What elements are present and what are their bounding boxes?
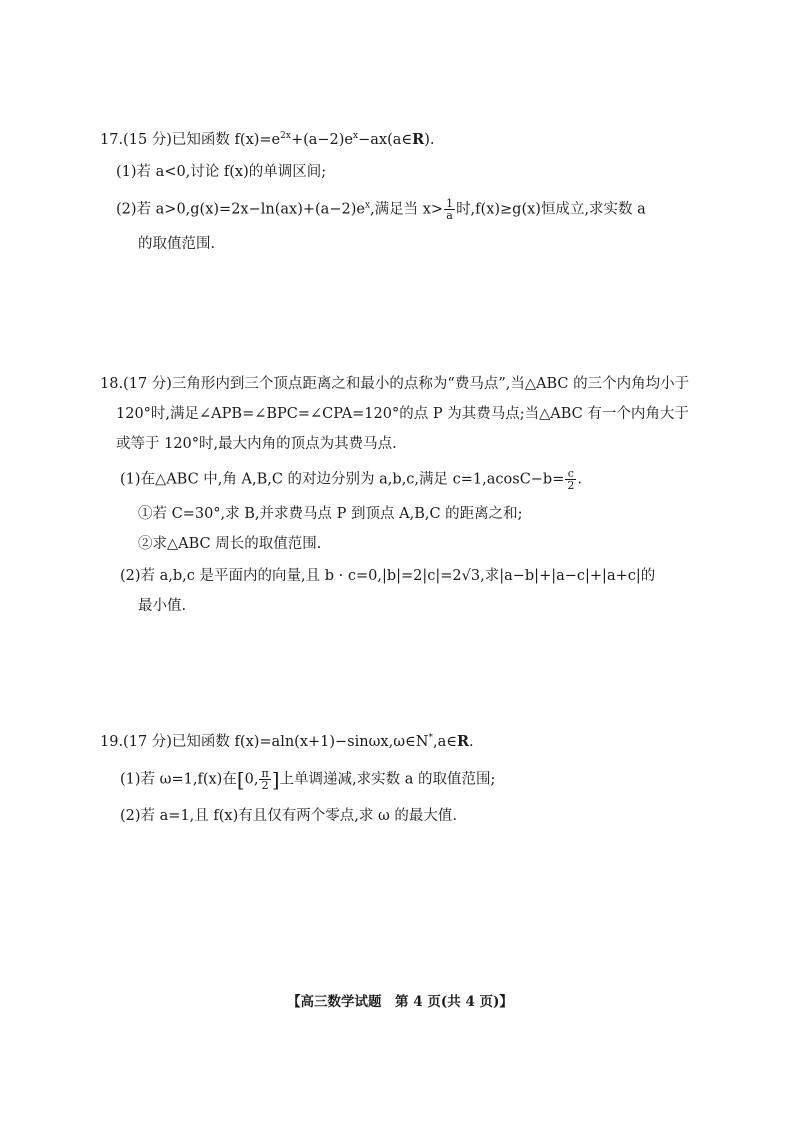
problem-17-stem-mid: +(a−2)e (290, 132, 354, 148)
real-set-symbol-2: R (456, 733, 470, 750)
problem-18-line-3: 或等于 120°时,最大内角的顶点为其费马点. (116, 436, 397, 452)
problem-19-part-2: (2)若 a=1,且 f(x)有且仅有两个零点,求 ω 的最大值. (120, 808, 458, 824)
exponent-x-2: x (364, 200, 371, 211)
problem-17-part-2-end: 时,f(x)≥g(x)恒成立,求实数 a (456, 201, 646, 218)
problem-19-part-1-end: 上单调递减,求实数 a 的取值范围; (279, 771, 496, 788)
problem-18-part-1-text: (1)在△ABC 中,角 A,B,C 的对边分别为 a,b,c,满足 c=1,acosC−b= (120, 471, 565, 488)
fraction-pi-over-2: $\frac{\pi}{2}$ (261, 767, 269, 792)
problem-18-line-2: 120°时,满足∠APB=∠BPC=∠CPA=120°的点 P 为其费马点;当△ABC 有一个内角大于 (116, 406, 689, 422)
problem-19-stem-end: ,a∈ (432, 734, 457, 750)
problem-18-part-2: (2)若 a,b,c 是平面内的向量,且 b · c=0,|b|=2|c|=2√3,求|a−b|+|a−c|+|a+c|的 (120, 568, 656, 584)
real-set-symbol: R (412, 131, 425, 148)
problem-18-part-2-cont: 最小值. (138, 598, 187, 614)
problem-19-stem: 19.(17 分)已知函数 f(x)=aln(x+1)−sinωx,ω∈N (100, 734, 429, 750)
exponent-x: x (353, 131, 359, 141)
problem-17-part-2-cont: 的取值范围. (138, 236, 216, 252)
exponent-2x: 2x (280, 131, 291, 141)
problem-18-subpart-1: ①若 C=30°,求 B,并求费马点 P 到顶点 A,B,C 的距离之和; (138, 506, 523, 522)
positive-integers-star: * (428, 733, 433, 743)
problem-17-part-2-mid: ,满足当 x> (370, 201, 444, 218)
problem-18-subpart-2: ②求△ABC 周长的取值范围. (138, 536, 322, 552)
problem-19-part-1: (1)若 ω=1,f(x)在[0, $\frac{\pi}{2}$ ]上单调递减,求实数 a 的取值范围; (120, 767, 496, 792)
problem-17-part-2 (116, 198, 646, 221)
interval-close-bracket: ] (271, 767, 280, 792)
problem-17-line-1 (100, 130, 434, 150)
problem-18-line-1: 18.(17 分)三角形内到三个顶点距离之和最小的点称为“费马点”,当△ABC 的三个内角均小于 (100, 376, 690, 392)
problem-17-part-2-start: (2)若 a>0,g(x)=2x−ln(ax)+(a−2)e (116, 201, 365, 218)
problem-19-line-1: 19.(17 分)已知函数 f(x)=aln(x+1)−sinωx,ω∈N*,a∈R. (100, 733, 474, 750)
fraction-c-over-2: $\frac{c}{2}$ (567, 467, 575, 492)
page-footer: 【高三数学试题 第 4 页(共 4 页)】 (287, 994, 513, 1010)
problem-19-part-1-start: (1)若 ω=1,f(x)在 (120, 771, 237, 788)
problem-17-stem-end: −ax(a∈ (358, 132, 413, 148)
fraction-1-over-a: $\frac{1}{a}$ (446, 197, 454, 222)
interval-open-bracket: [ (236, 767, 245, 792)
problem-17-part-1: (1)若 a<0,讨论 f(x)的单调区间; (116, 164, 327, 180)
problem-18-part-1: (1)在△ABC 中,角 A,B,C 的对边分别为 a,b,c,满足 c=1,acosC−b= $\frac{c}{2}$ . (120, 467, 582, 492)
problem-17-stem: 17.(15 分)已知函数 f(x)=e (100, 132, 281, 148)
problem-17-stem-close: ). (424, 132, 435, 148)
